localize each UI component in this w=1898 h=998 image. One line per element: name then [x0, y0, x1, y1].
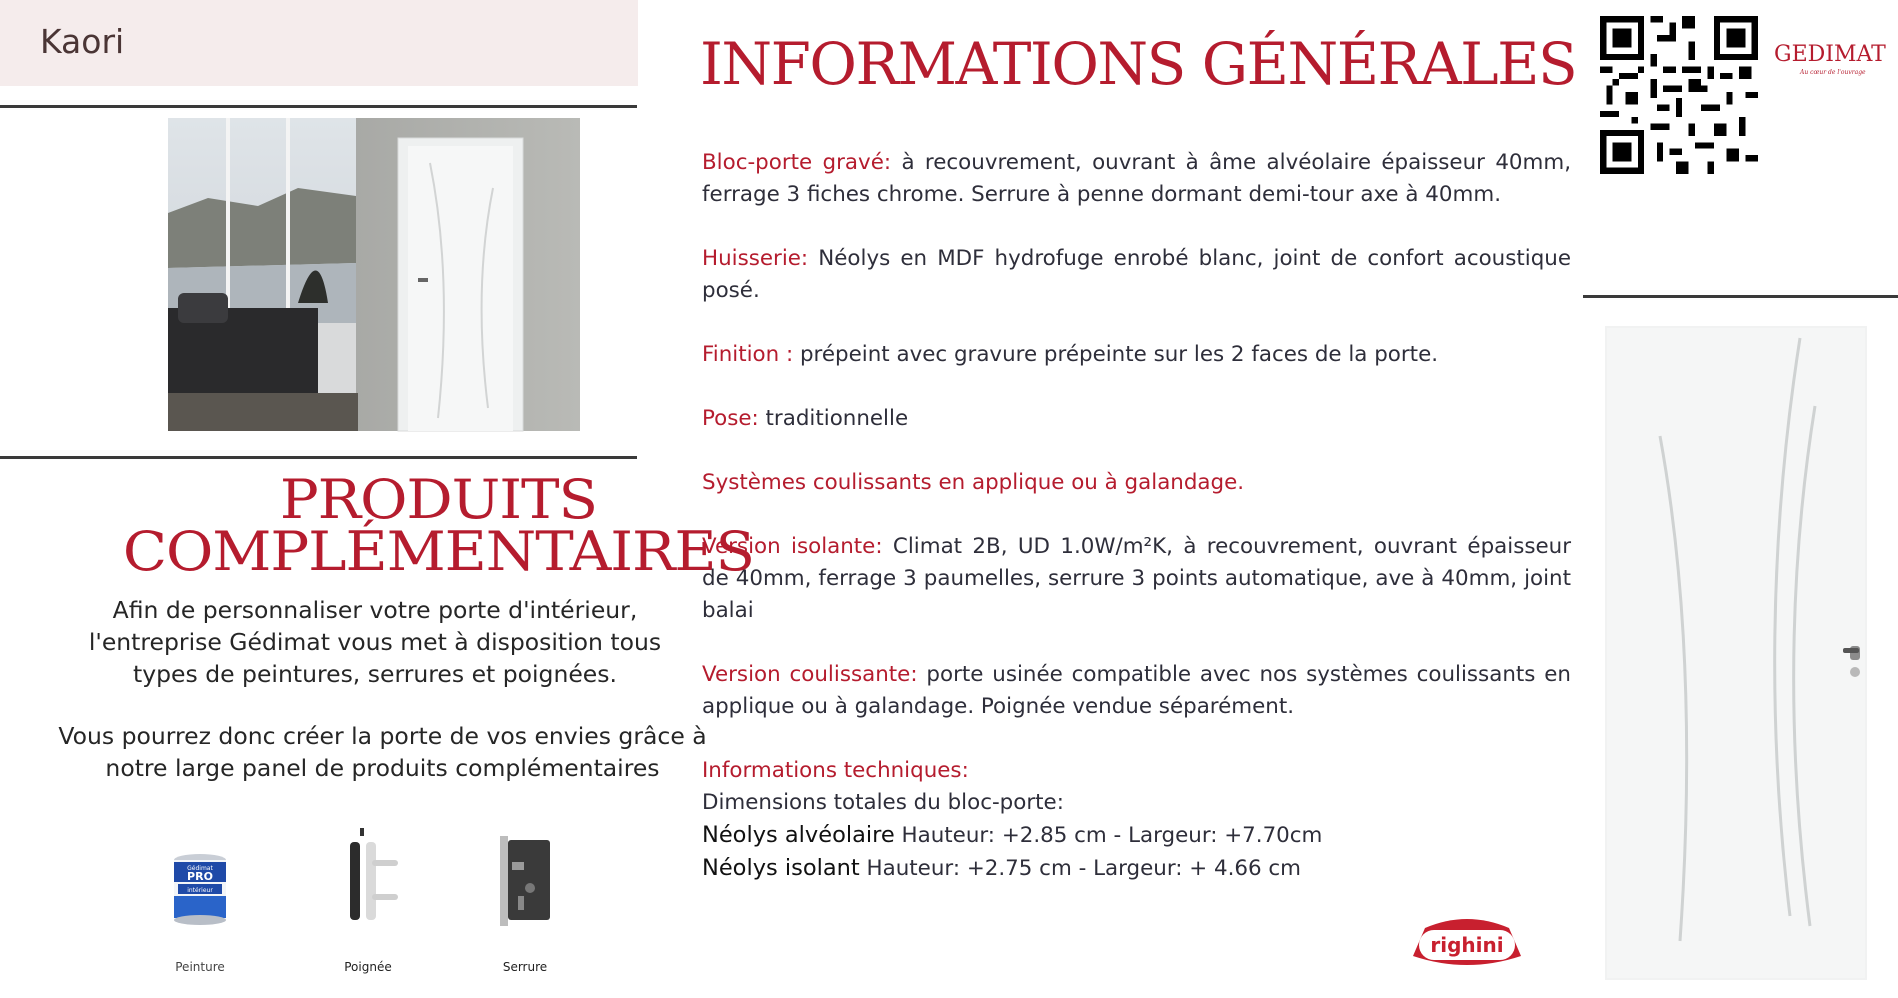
complementary-title-line2: COMPLÉMENTAIRES	[122, 520, 755, 583]
info-body	[702, 147, 1571, 885]
product-title-box	[0, 0, 638, 86]
dims-label: Dimensions totales du bloc-porte:	[702, 790, 1064, 815]
intro-paragraph: Afin de personnaliser votre porte d'intérieur, l'entreprise Gédimat vous met à disposition tous types de peintures, serrures et poignées.	[88, 596, 662, 688]
info-item: Version coulissante: porte usinée compatible avec nos systèmes coulissants en applique ou à galandage. Poignée vendue séparément.	[702, 662, 1571, 719]
complementary-title	[80, 468, 797, 583]
logo-tagline: Au cœur de l'ouvrage	[1800, 69, 1866, 76]
info-item: Huisserie: Néolys en MDF hydrofuge enrobé blanc, joint de confort acoustique posé.	[702, 246, 1571, 303]
room-photo	[168, 118, 580, 431]
product-label-handle: Poignée	[344, 960, 392, 974]
lock-icon	[490, 832, 560, 928]
product-label-paint: Peinture	[175, 960, 225, 974]
paint-can-icon	[170, 850, 230, 925]
righini-logo	[1413, 916, 1521, 970]
dims-row: Néolys alvéolaire Hauteur: +2.85 cm - Largeur: +7.70cm	[702, 822, 1323, 848]
divider	[0, 105, 637, 108]
info-item: Pose: traditionnelle	[702, 406, 909, 431]
tech-label: Informations techniques:	[702, 758, 969, 783]
divider	[1583, 295, 1898, 298]
gedimat-logo	[1770, 36, 1886, 86]
product-name: Kaori	[40, 22, 125, 61]
door-handle-icon	[336, 828, 402, 926]
paint-tag: intérieur	[187, 887, 213, 894]
panel-paragraph: Vous pourrez donc créer la porte de vos envies grâce à notre large panel de produits complémentaires	[58, 722, 707, 782]
paint-brand-top: Gédimat	[187, 865, 213, 872]
paint-brand: PRO	[187, 870, 213, 883]
info-item: Bloc-porte gravé: à recouvrement, ouvrant à âme alvéolaire épaisseur 40mm, ferrage 3 fiches chrome. Serrure à penne dormant demi-tour axe à 40mm.	[702, 150, 1572, 207]
info-title: INFORMATIONS GÉNÉRALES	[700, 30, 1577, 98]
divider	[0, 456, 637, 459]
info-item: Systèmes coulissants en applique ou à galandage.	[702, 470, 1245, 495]
qr-code-icon	[1600, 16, 1758, 174]
product-label-lock: Serrure	[502, 960, 548, 974]
partner-name: righini	[1430, 933, 1504, 957]
dims-row: Néolys isolant Hauteur: +2.75 cm - Largeur: + 4.66 cm	[702, 855, 1302, 881]
logo-text: GEDIMAT	[1774, 42, 1886, 67]
info-item: Finition : prépeint avec gravure prépeinte sur les 2 faces de la porte.	[702, 342, 1439, 367]
door-image	[1605, 326, 1867, 980]
info-item: Version isolante: Climat 2B, UD 1.0W/m²K, à recouvrement, ouvrant épaisseur de 40mm, ferrage 3 paumelles, serrure 3 points automatique, ave à 40mm, joint balai	[702, 534, 1572, 623]
complementary-title-line1: PRODUITS	[279, 468, 598, 531]
